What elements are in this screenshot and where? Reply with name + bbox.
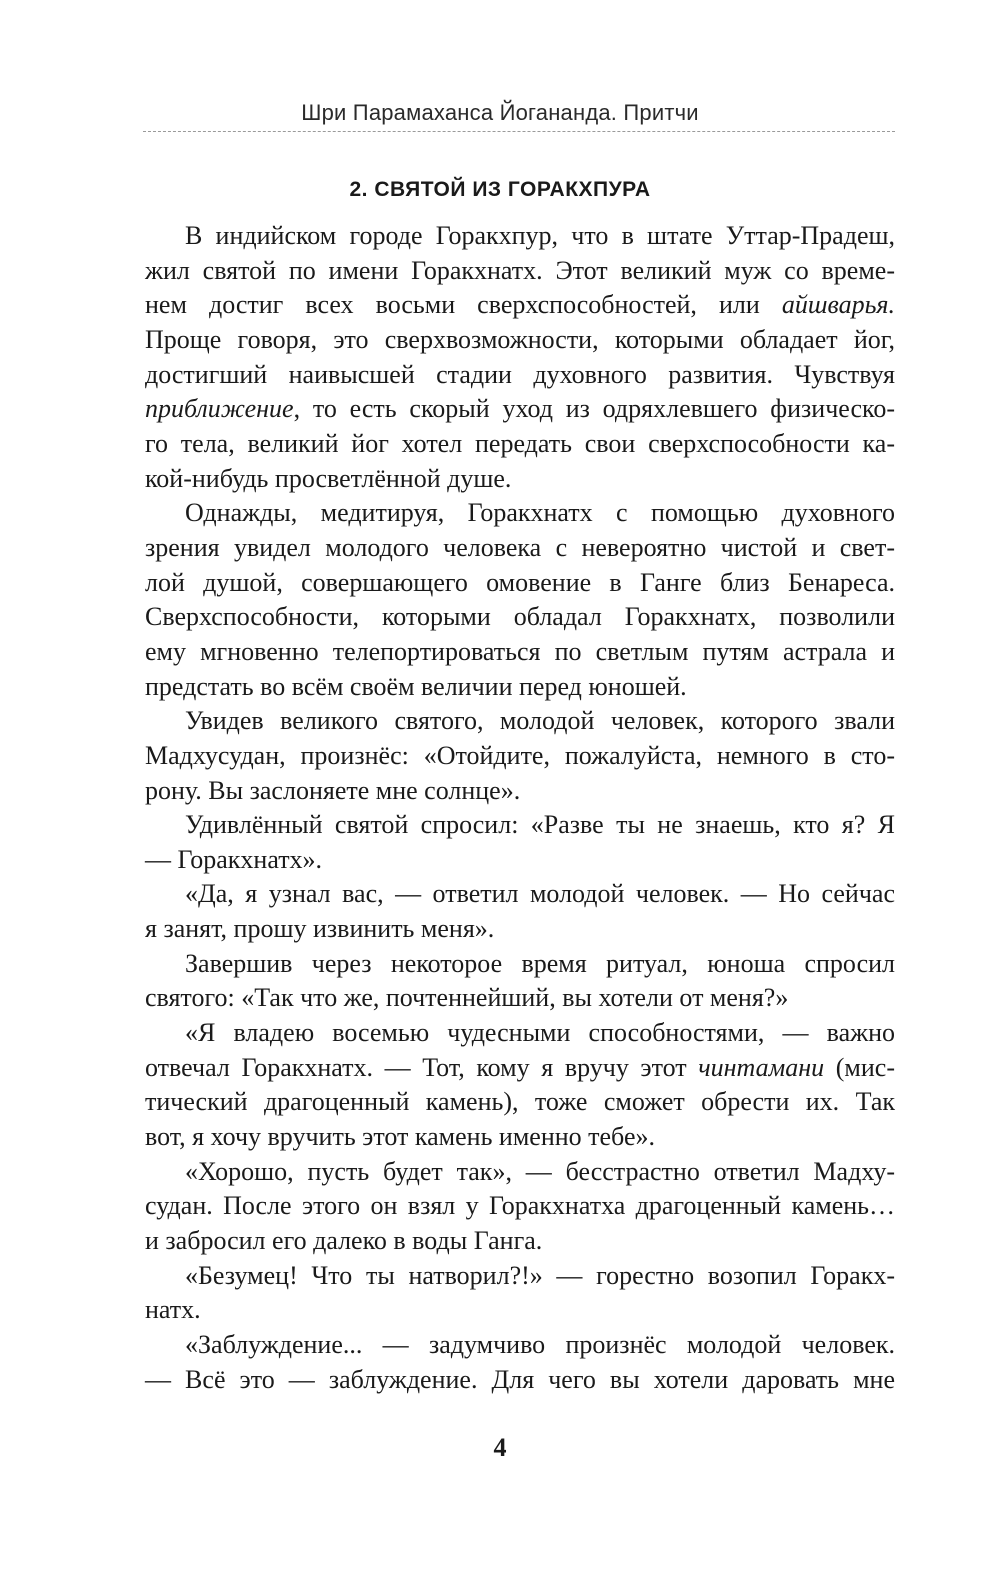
text-line: натх. — [145, 1295, 201, 1325]
text-line: — Всё это — заблуждение. Для чего вы хотели даровать мне — [145, 1364, 895, 1394]
body-text — [145, 219, 895, 1397]
text-line: Завершив через некоторое время ритуал, юноша спросил — [185, 948, 895, 978]
paragraph — [145, 808, 895, 877]
text-line: тический драгоценный камень), тоже сможет обрести их. Так — [145, 1087, 895, 1117]
italic-term: приближение — [145, 394, 294, 424]
text-line: «Да, я узнал вас, — ответил молодой человек. — Но сейчас — [185, 879, 895, 909]
paragraph — [145, 877, 895, 946]
text-line: достигший наивысшей стадии духовного развития. Чувствуя — [145, 359, 895, 389]
running-header: Шри Парамаханса Йогананда. Притчи — [301, 100, 699, 125]
italic-term: айшварья. — [781, 290, 895, 320]
text-line: Сверхспособности, которыми обладал Горакхнатх, позволили — [145, 602, 895, 632]
header-divider — [143, 131, 895, 132]
paragraph — [145, 1328, 895, 1397]
page-number: 4 — [493, 1433, 507, 1462]
paragraph — [145, 947, 895, 1016]
text-line: жил святой по имени Горакхнатх. Этот великий муж со време- — [145, 255, 895, 285]
text-line: отвечал Горакхнатх. — Тот, кому я вручу этот чинтамани (мис- — [145, 1052, 895, 1082]
text-line: Мадхусудан, произнёс: «Отойдите, пожалуйста, немного в сто- — [145, 740, 895, 770]
text-line: «Я владею восемью чудесными способностями, — важно — [185, 1018, 895, 1048]
text-line: го тела, великий йог хотел передать свои сверхспособности ка- — [145, 428, 895, 458]
text-line: приближение, то есть скорый уход из одряхлевшего физическо- — [145, 394, 895, 424]
chapter-title: 2. СВЯТОЙ ИЗ ГОРАКХПУРА — [349, 178, 651, 201]
paragraph — [145, 1016, 895, 1155]
text-line: Однажды, медитируя, Горакхнатх с помощью духовного — [185, 498, 895, 528]
text-line: рону. Вы заслоняете мне солнце». — [145, 775, 521, 805]
text-line: ему мгновенно телепортироваться по светлым путям астрала и — [145, 636, 895, 666]
paragraph — [145, 704, 895, 808]
text-line: «Безумец! Что ты натворил?!» — горестно возопил Горакх- — [185, 1260, 895, 1290]
text-line: «Заблуждение... — задумчиво произнёс молодой человек. — [185, 1330, 895, 1359]
text-line: «Хорошо, пусть будет так», — бесстрастно ответил Мадху- — [185, 1156, 895, 1186]
text-line: вот, я хочу вручить этот камень именно тебе». — [145, 1122, 655, 1152]
paragraph — [145, 219, 895, 496]
paragraph — [145, 1259, 895, 1328]
text-line: Удивлённый святой спросил: «Разве ты не знаешь, кто я? Я — [185, 810, 895, 840]
text-line: зрения увидел молодого человека с невероятно чистой и свет- — [145, 532, 895, 562]
text-line: Увидев великого святого, молодой человек, которого звали — [185, 706, 895, 736]
text-line: предстать во всём своём величии перед юношей. — [145, 671, 687, 701]
text-line: Проще говоря, это сверхвозможности, которыми обладает йог, — [145, 324, 895, 354]
paragraph — [145, 1155, 895, 1259]
text-line: — Горакхнатх». — [145, 844, 323, 874]
text-line: и забросил его далеко в воды Ганга. — [145, 1226, 543, 1256]
text-line: я занят, прошу извинить меня». — [145, 914, 495, 944]
text-line: В индийском городе Горакхпур, что в штате Уттар-Прадеш, — [185, 221, 895, 250]
text-line: святого: «Так что же, почтеннейший, вы хотели от меня?» — [145, 983, 789, 1013]
italic-term: чинтамани — [698, 1052, 825, 1082]
text-line: судан. После этого он взял у Горакхнатха драгоценный камень… — [145, 1191, 895, 1221]
text-line: нем достиг всех восьми сверхспособностей, или айшварья. — [145, 290, 895, 320]
text-line: кой-нибудь просветлённой душе. — [145, 463, 512, 493]
paragraph — [145, 496, 895, 704]
text-line: лой душой, совершающего омовение в Ганге близ Бенареса. — [145, 567, 895, 597]
